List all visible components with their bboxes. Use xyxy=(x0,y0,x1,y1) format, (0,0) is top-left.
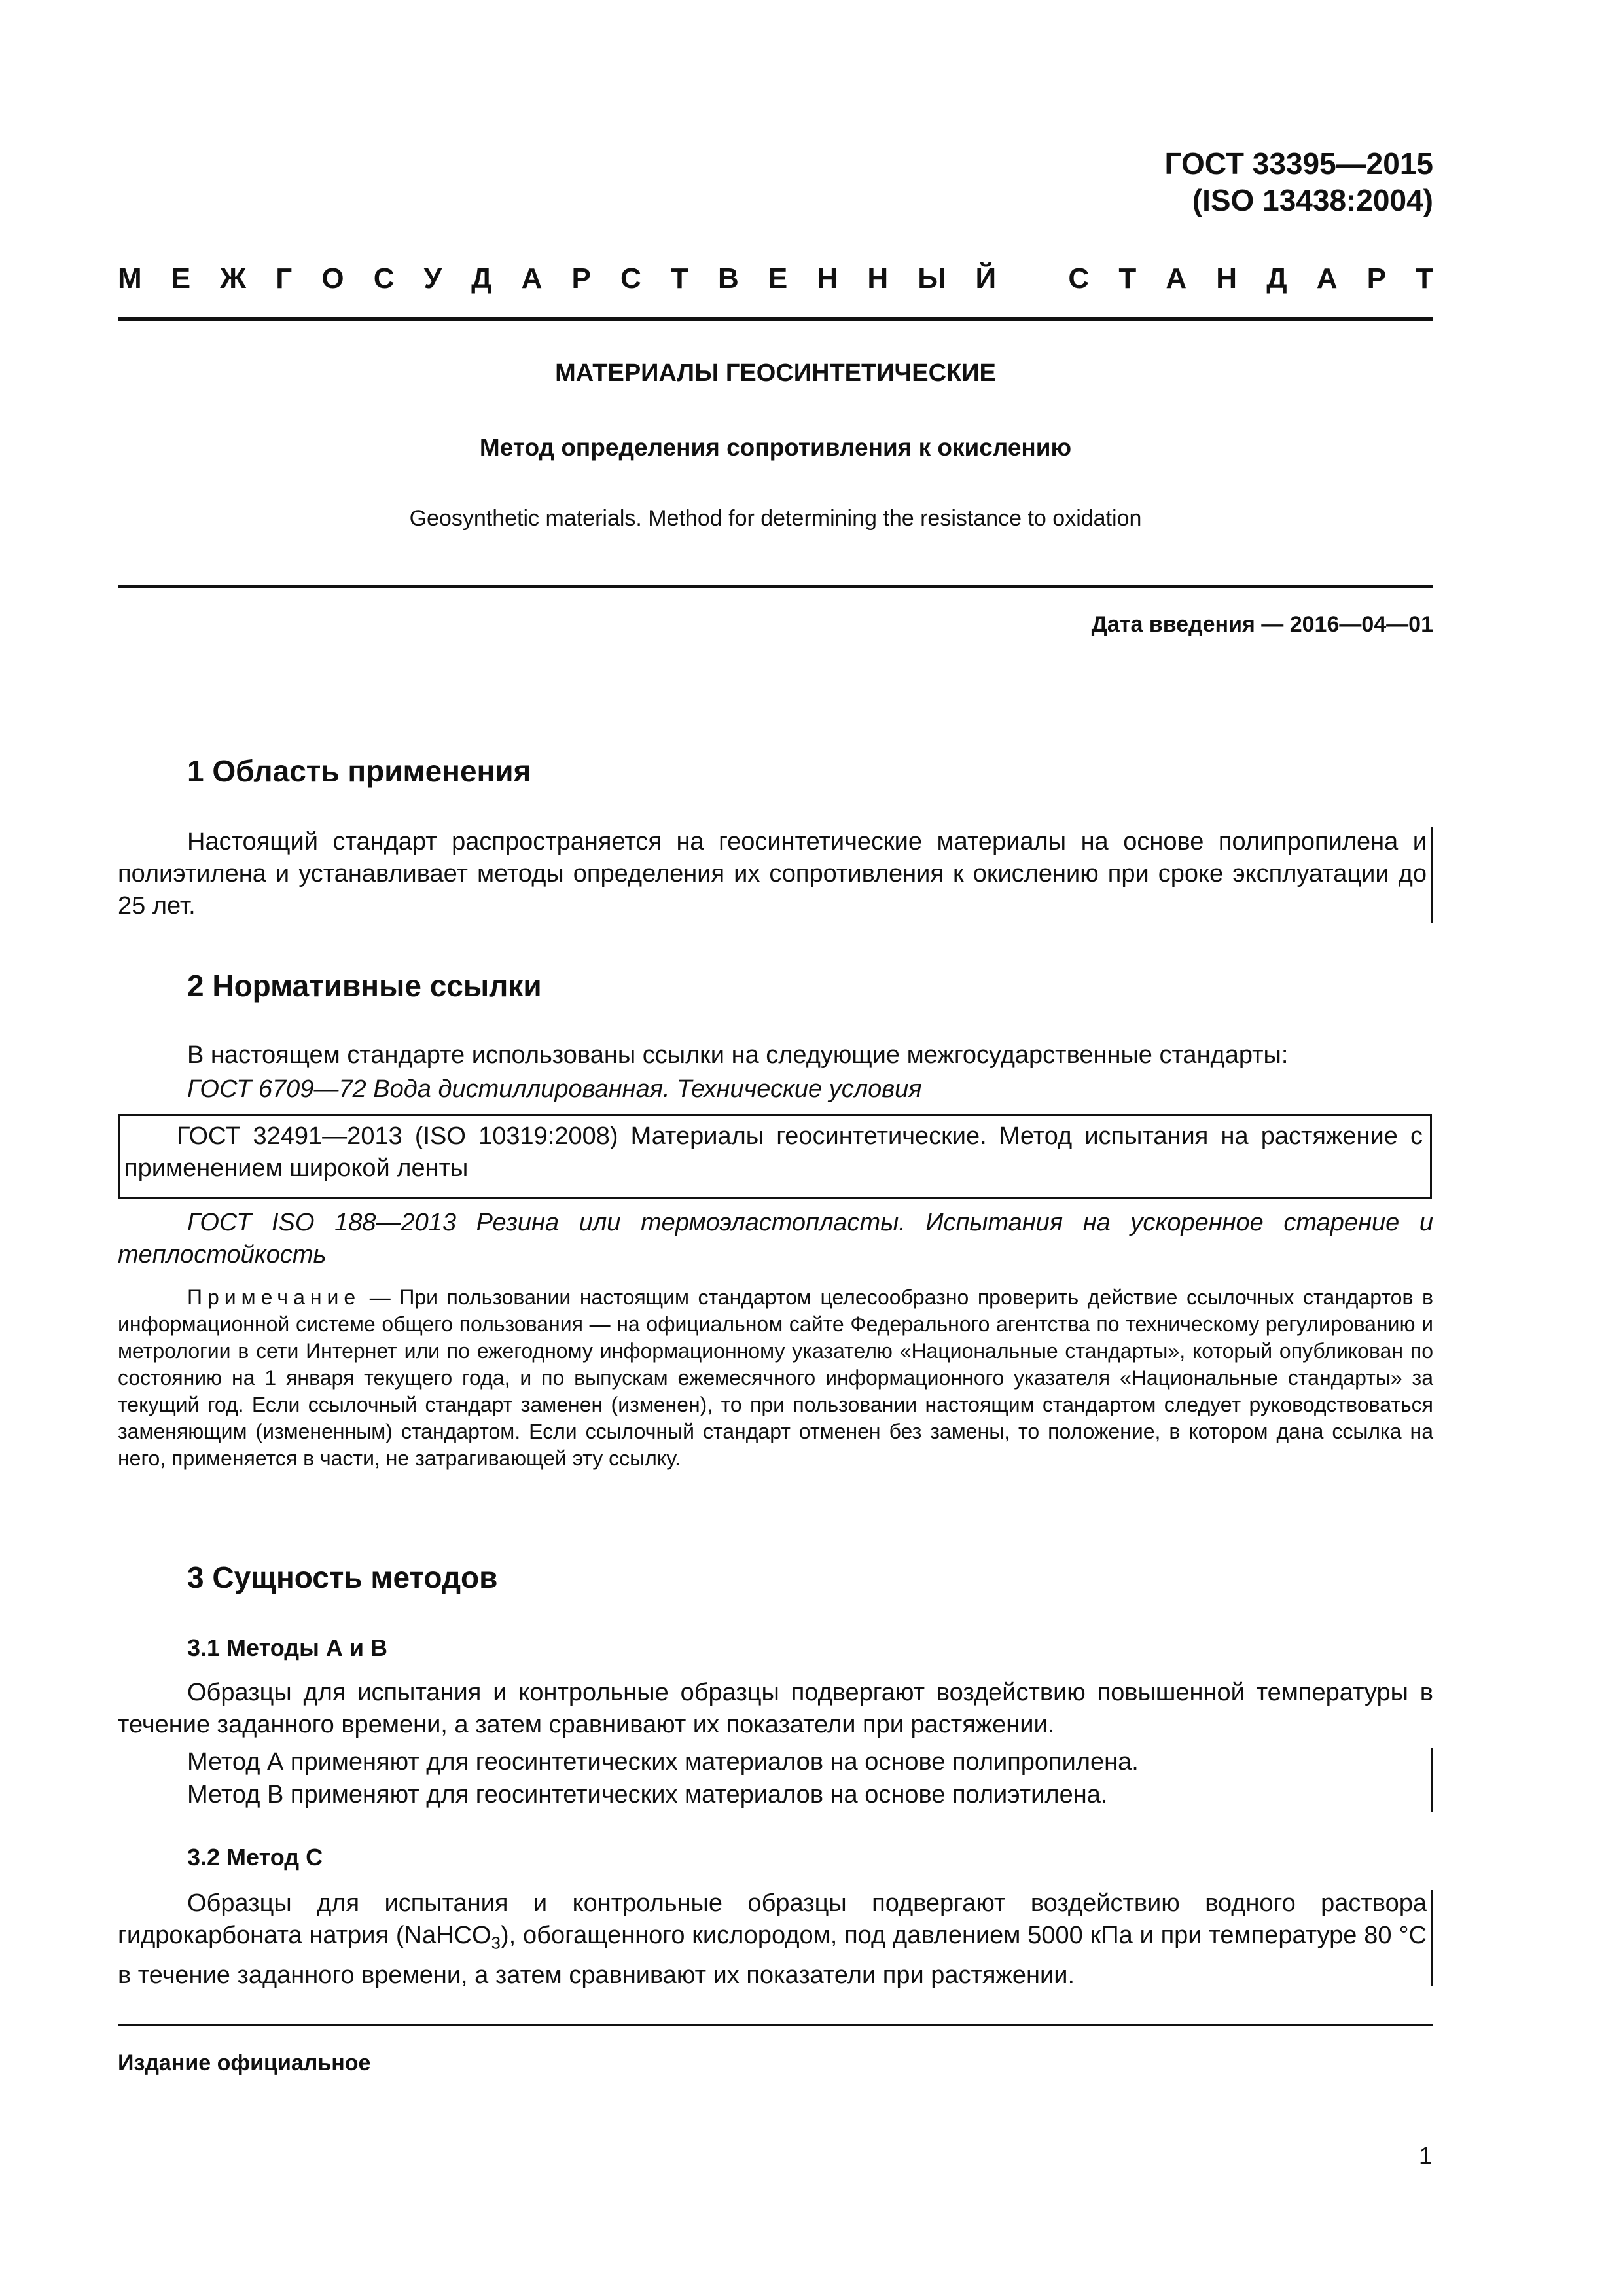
banner-letter: Й xyxy=(975,262,997,295)
note-label: Примечание xyxy=(187,1285,361,1309)
banner-letter: Н xyxy=(1216,262,1238,295)
document-subtitle: Метод определения сопротивления к окислению xyxy=(479,434,1072,461)
standard-code-line1: ГОСТ 33395—2015 xyxy=(1164,147,1433,181)
banner-letter: Н xyxy=(817,262,838,295)
interstate-standard-banner xyxy=(118,259,1433,298)
banner-letter: Н xyxy=(867,262,889,295)
banner-letter: У xyxy=(423,262,442,295)
standard-code xyxy=(1165,145,1433,219)
note-text: — При пользовании настоящим стандартом целесообразно проверить действие ссылочных стандартов в информационной системе общего пользования — на официальном сайте Федерального агентства по техническому регулированию и метрологии в сети Интернет или по ежегодному информационному указателю «Национальные стандарты», который опубликован по состоянию на 1 января текущего года, и по выпускам ежемесячного информационного указателя «Национальные стандарты» за текущий год. Если ссылочный стандарт заменен (изменен), то при пользовании настоящим стандартом следует руководствоваться заменяющим (измененным) стандартом. Если ссылочный стандарт отменен без замены, то положение, в котором дана ссылка на него, применяется в части, не затрагивающей эту ссылку. xyxy=(118,1285,1433,1470)
change-bar xyxy=(1431,1748,1433,1812)
section-3-heading: 3 Сущность методов xyxy=(187,1560,498,1594)
standard-code-line2: (ISO 13438:2004) xyxy=(1192,183,1433,217)
section-2-intro: В настоящем стандарте использованы ссылки на следующие межгосударственные стандарты: xyxy=(187,1041,1289,1069)
change-bar xyxy=(1431,827,1433,923)
banner-letter: Ы xyxy=(918,262,946,295)
reference-gost-32491: ГОСТ 32491—2013 (ISO 10319:2008) Материалы геосинтетические. Метод испытания на растяжение с применением широкой ленты xyxy=(124,1122,1423,1182)
banner-letter: Д xyxy=(1266,262,1287,295)
page-number: 1 xyxy=(1418,2142,1432,2169)
document-title: МАТЕРИАЛЫ ГЕОСИНТЕТИЧЕСКИЕ xyxy=(555,359,996,387)
official-edition-label: Издание официальное xyxy=(118,2051,371,2075)
section-1-heading: 1 Область применения xyxy=(187,754,531,788)
banner-letter: С xyxy=(1068,262,1090,295)
banner-letter: А xyxy=(521,262,543,295)
header-rule xyxy=(118,317,1433,321)
banner-letter: О xyxy=(321,262,344,295)
subsection-3-2-heading: 3.2 Метод С xyxy=(187,1844,323,1871)
banner-letter: С xyxy=(620,262,641,295)
banner-letter: Ж xyxy=(220,262,247,295)
banner-letter: Р xyxy=(1366,262,1386,295)
note-paragraph xyxy=(118,1284,1433,1472)
banner-letter: А xyxy=(1166,262,1187,295)
subsection-3-2-text xyxy=(118,1888,1427,1992)
banner-letter: Т xyxy=(1118,262,1137,295)
section-1-text: Настоящий стандарт распространяется на геосинтетические материалы на основе полипропилена и полиэтилена и устанавливает методы определения их сопротивления к окислению при сроке эксплуатации до 25 лет. xyxy=(118,828,1427,920)
reference-gost-6709: ГОСТ 6709—72 Вода дистиллированная. Технические условия xyxy=(187,1075,922,1103)
banner-letter: Е xyxy=(171,262,191,295)
english-title: Geosynthetic materials. Method for determining the resistance to oxidation xyxy=(409,506,1142,531)
change-bar xyxy=(1431,1890,1433,1986)
method-b-text: Метод В применяют для геосинтетических материалов на основе полиэтилена. xyxy=(187,1781,1108,1808)
banner-letter: А xyxy=(1316,262,1338,295)
section-2-heading: 2 Нормативные ссылки xyxy=(187,969,542,1003)
intro-date: Дата введения — 2016—04—01 xyxy=(1091,612,1433,637)
subsection-3-2-text-start: Образцы для испытания и контрольные образцы подвергают воздействию водного раствора гидрокарбоната натрия (NaHCO xyxy=(118,1890,1427,1949)
banner-letter: Д xyxy=(471,262,492,295)
banner-letter: В xyxy=(718,262,739,295)
banner-letter: Т xyxy=(1416,262,1433,295)
subsection-3-2-text-end: ), обогащенного кислородом, под давлением 5000 кПа и при температуре 80 °С в течение заданного времени, а затем сравнивают их показатели при растяжении. xyxy=(118,1922,1427,1989)
banner-letter: Е xyxy=(768,262,788,295)
title-rule xyxy=(118,585,1433,588)
formula-subscript: 3 xyxy=(491,1933,501,1953)
banner-letter: Т xyxy=(670,262,688,295)
banner-letter: Р xyxy=(571,262,591,295)
method-a-text: Метод А применяют для геосинтетических материалов на основе полипропилена. xyxy=(187,1748,1139,1776)
banner-letter: М xyxy=(118,262,142,295)
banner-letter xyxy=(1026,259,1039,298)
banner-letter: С xyxy=(373,262,395,295)
footer-rule xyxy=(118,2024,1433,2026)
reference-gost-iso-188: ГОСТ ISO 188—2013 Резина или термоэластопласты. Испытания на ускоренное старение и теплостойкость xyxy=(118,1209,1433,1268)
subsection-3-1-text: Образцы для испытания и контрольные образцы подвергают воздействию повышенной температуры в течение заданного времени, а затем сравнивают их показатели при растяжении. xyxy=(118,1679,1433,1738)
subsection-3-1-heading: 3.1 Методы А и В xyxy=(187,1634,387,1661)
banner-letter: Г xyxy=(276,262,293,295)
